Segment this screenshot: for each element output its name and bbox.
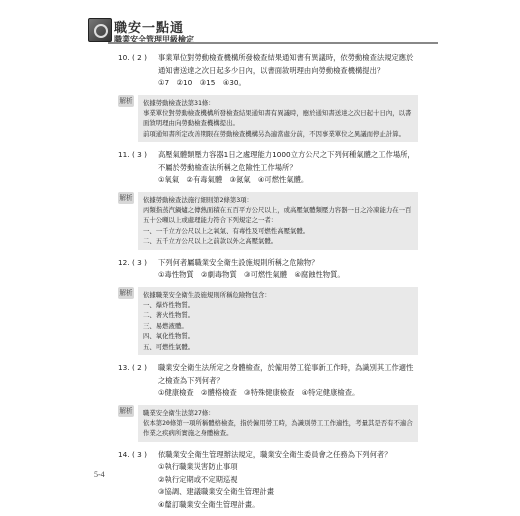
- question-text: 下列何者屬職業安全衛生設施規則所稱之危險物？: [158, 257, 319, 267]
- answer-key: ( 3 ): [132, 150, 147, 160]
- question-item: [118, 149, 418, 187]
- question-options: ①氧氣 ②有毒氣體 ③氮氣 ④可燃性氣體。: [158, 175, 309, 185]
- analysis-box: [138, 192, 418, 250]
- question-body: [158, 449, 418, 512]
- answer-key: ( 3 ): [132, 257, 147, 267]
- analysis-line: 依本第20條第一項所稱體格檢查，指於僱用勞工時，為識別勞工工作適性，考量其是否有不適合作業之疾病所實施之身體檢查。: [143, 419, 413, 438]
- analysis-block: [118, 95, 418, 143]
- question-options: ①毒性物質 ②劇毒物質 ③可燃性氣體 ④腐蝕性物質。: [158, 270, 345, 280]
- question-body: [158, 149, 418, 187]
- question-text: 事業單位對勞動檢查機構所發檢查結果通知書有異議時，依勞動檢查法規定應於通知書送達之次日起多少日內，以書面敘明理由向勞動檢查機構提出？: [158, 53, 414, 75]
- answer-key: ( 2 ): [132, 53, 147, 62]
- analysis-block: [118, 287, 418, 355]
- header-divider: [108, 42, 438, 44]
- analysis-box: [138, 287, 418, 355]
- question-text: 職業安全衛生法所定之身體檢查，於僱用勞工從事新工作時，為識別其工作適性之檢查為下列何者？: [158, 363, 414, 385]
- question-number: 11.: [118, 150, 130, 160]
- question-body: [158, 257, 418, 282]
- question-body: [158, 52, 418, 90]
- question-options: ④釐訂職業安全衛生管理計畫。: [158, 499, 260, 509]
- answer-key: ( 2 ): [132, 363, 147, 373]
- question-options: ②執行定期或不定期巡視: [158, 474, 238, 484]
- analysis-tag: 解析: [119, 288, 133, 297]
- question-item: [118, 449, 418, 512]
- analysis-line: 依據職業安全衛生設施規則所稱危險物包含：: [143, 290, 271, 299]
- question-list: [118, 52, 418, 516]
- question-item: [118, 362, 418, 400]
- question-number: 12.: [118, 257, 130, 267]
- analysis-line: 二、著火性物質。: [143, 311, 195, 320]
- question-options: ①7 ②10 ③15 ④30。: [158, 78, 246, 87]
- analysis-line: 依據勞動檢查法第31條：: [143, 98, 215, 107]
- question-text: 高壓氣體類壓力容器1日之處理能力1000立方公尺之下列何種氣體之工作場所，不屬於勞動檢查法所稱之危險性工作場所？: [158, 150, 415, 172]
- question-item: [118, 257, 418, 282]
- analysis-line: 前項通知書所定改善期限在勞動檢查機構另為適當處分前，不因事業單位之異議而停止計算。: [143, 129, 406, 138]
- analysis-block: [118, 405, 418, 442]
- analysis-line: 二、五千立方公尺以上之前款以外之高壓氣體。: [143, 237, 278, 246]
- question-number: 13.: [118, 363, 130, 373]
- question-options: ①健康檢查 ②體格檢查 ③特殊健康檢查 ④特定健康檢查。: [158, 388, 360, 398]
- answer-key: ( 3 ): [132, 449, 147, 459]
- analysis-line: 四、氧化性物質。: [143, 332, 195, 341]
- question-item: [118, 52, 418, 90]
- brand-subtitle: 職業安全管理甲級檢定: [114, 35, 194, 44]
- page-number: 5-4: [94, 470, 105, 479]
- question-options: ③協調、建議職業安全衛生管理計畫: [158, 487, 274, 497]
- question-options: ①執行職業災害防止事項: [158, 462, 238, 472]
- analysis-line: 五、可燃性氣體。: [143, 342, 195, 351]
- analysis-box: [138, 405, 418, 442]
- analysis-tag: 解析: [119, 406, 133, 415]
- analysis-line: 丙類指蒸汽鍋爐之傳熱面積在五百平方公尺以上，或高壓氣體類壓力容器一日之冷凍能力在一百五十公噸以上或處理能力符合下列規定之一者：: [143, 206, 412, 225]
- question-number: 10.: [118, 53, 130, 62]
- book-logo-icon: [88, 18, 112, 42]
- analysis-line: 一、一千立方公尺以上之氧氣、有毒性及可燃性高壓氣體。: [143, 226, 310, 235]
- question-body: [158, 362, 418, 400]
- question-number: 14.: [118, 449, 130, 459]
- analysis-block: [118, 192, 418, 250]
- analysis-line: 依據勞動檢查法施行細則第2條第3項：: [143, 195, 253, 204]
- question-text: 依職業安全衛生管理辦法規定，職業安全衛生委員會之任務為下列何者？: [158, 449, 392, 459]
- analysis-tag: 解析: [119, 193, 133, 202]
- analysis-tag: 解析: [119, 96, 133, 105]
- analysis-line: 三、易燃液體。: [143, 321, 188, 330]
- analysis-line: 一、爆炸性物質。: [143, 301, 195, 310]
- brand-title: 職安一點通: [114, 21, 185, 36]
- analysis-box: [138, 95, 418, 143]
- analysis-line: 職業安全衛生法第27條：: [143, 408, 215, 417]
- analysis-line: 事業單位對勞動檢查機構所發檢查結果通知書有異議時，應於通知書送達之次日起十日內，以書面敘明理由向勞動檢查機構提出。: [143, 108, 412, 128]
